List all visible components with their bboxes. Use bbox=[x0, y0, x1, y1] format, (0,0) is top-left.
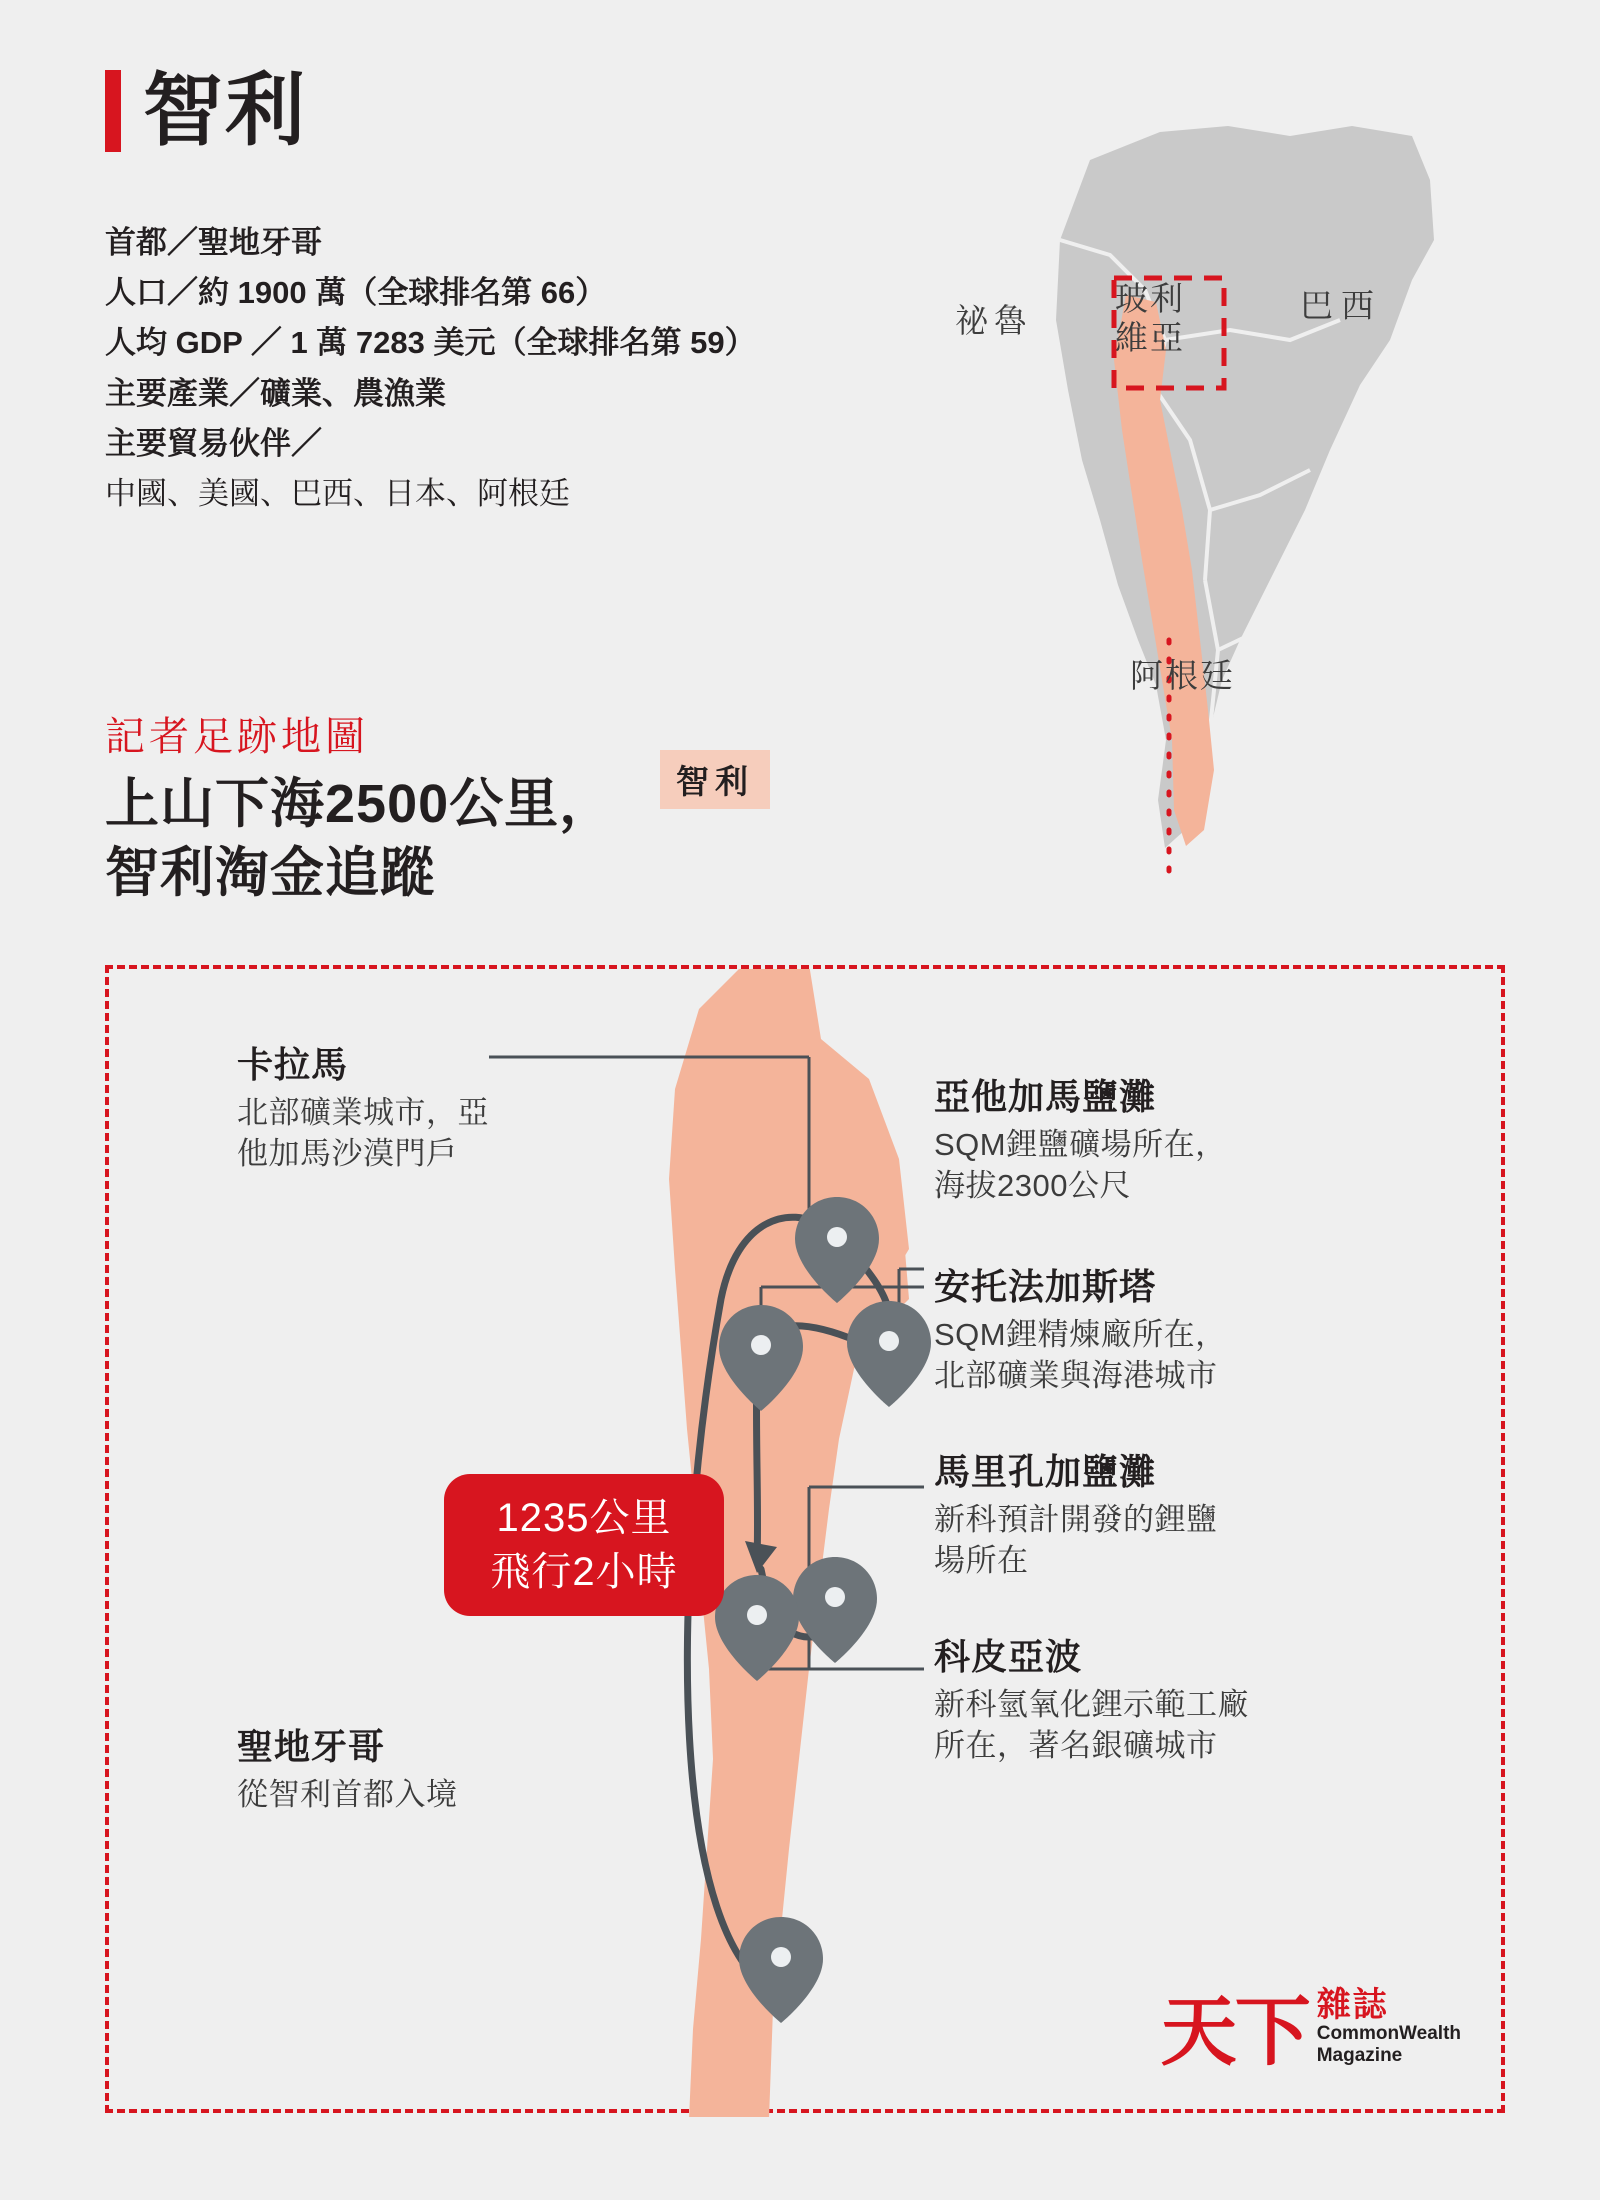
distance-badge-line1: 1235公里 bbox=[496, 1496, 672, 1540]
fact-trade-partners-value: 中國、美國、巴西、日本、阿根廷 bbox=[105, 476, 570, 512]
stop-maricunga-name: 馬里孔加鹽灘 bbox=[934, 1451, 1157, 1492]
stop-atacama-desc bbox=[934, 1125, 1394, 1207]
stop-santiago-name: 聖地牙哥 bbox=[237, 1726, 386, 1767]
stop-atacama-desc-line1: SQM鋰鹽礦場所在， bbox=[934, 1127, 1227, 1162]
stop-antofagasta-name: 安托法加斯塔 bbox=[934, 1266, 1157, 1307]
logo-english-line1: CommonWealth bbox=[1316, 2023, 1461, 2045]
stop-calama-desc-line2: 他加馬沙漠門戶 bbox=[237, 1135, 458, 1171]
stop-maricunga-desc-line2: 場所在 bbox=[934, 1542, 1029, 1578]
stop-calama bbox=[237, 1042, 567, 1175]
stop-maricunga-desc-line1: 新科預計開發的鋰鹽 bbox=[934, 1502, 1218, 1537]
section-kicker: 記者足跡地圖 bbox=[105, 715, 369, 759]
label-bolivia bbox=[1115, 280, 1185, 358]
fact-industry: 主要產業／礦業、農漁業 bbox=[105, 375, 446, 411]
section-title-line1: 上山下海2500公里， bbox=[105, 774, 615, 834]
stop-copiapo-desc bbox=[934, 1685, 1404, 1767]
stop-santiago-desc-line1: 從智利首都入境 bbox=[237, 1777, 458, 1812]
route-panel bbox=[105, 965, 1505, 2113]
stop-atacama bbox=[934, 1074, 1394, 1207]
fact-population: 人口／約 1900 萬（全球排名第 66） bbox=[105, 275, 607, 311]
stop-antofagasta-desc-line2: 北部礦業與海港城市 bbox=[934, 1357, 1218, 1393]
stop-atacama-desc-line2: 海拔2300公尺 bbox=[934, 1167, 1131, 1203]
section-title bbox=[105, 770, 614, 908]
map-pin-atacama bbox=[847, 1301, 931, 1407]
stop-maricunga bbox=[934, 1449, 1374, 1582]
stop-antofagasta-desc bbox=[934, 1315, 1394, 1397]
fact-gdp: 人均 GDP ／ 1 萬 7283 美元（全球排名第 59） bbox=[105, 325, 756, 361]
country-facts bbox=[105, 218, 1045, 519]
south-america-locator-map bbox=[676, 40, 1580, 880]
locator-map-svg bbox=[960, 40, 1580, 880]
stop-calama-name: 卡拉馬 bbox=[237, 1044, 349, 1085]
stop-antofagasta-desc-line1: SQM鋰精煉廠所在， bbox=[934, 1317, 1227, 1352]
label-peru: 祕魯 bbox=[955, 302, 1033, 339]
distance-badge bbox=[444, 1474, 724, 1616]
stop-calama-desc-line1: 北部礦業城市，亞 bbox=[237, 1095, 489, 1130]
page-title bbox=[105, 66, 307, 155]
stop-copiapo bbox=[934, 1634, 1404, 1767]
title-accent-bar bbox=[105, 70, 121, 152]
label-bolivia-line1: 玻利 bbox=[1115, 280, 1185, 317]
logo-english-line2: Magazine bbox=[1316, 2045, 1403, 2067]
stop-antofagasta bbox=[934, 1264, 1394, 1397]
stop-copiapo-name: 科皮亞波 bbox=[934, 1636, 1083, 1677]
country-name: 智利 bbox=[143, 66, 307, 155]
publisher-logo bbox=[1160, 1987, 1461, 2075]
stop-atacama-name: 亞他加馬鹽灘 bbox=[934, 1076, 1157, 1117]
fact-trade-partners-label: 主要貿易伙伴／ bbox=[105, 425, 322, 461]
stop-copiapo-desc-line2: 所在，著名銀礦城市 bbox=[934, 1727, 1218, 1763]
stop-santiago bbox=[237, 1724, 637, 1816]
stop-copiapo-desc-line1: 新科氫氧化鋰示範工廠 bbox=[934, 1687, 1249, 1722]
stop-maricunga-desc bbox=[934, 1500, 1374, 1582]
fact-capital: 首都／聖地牙哥 bbox=[105, 225, 322, 260]
logo-chinese-name: 天下 bbox=[1160, 1990, 1309, 2075]
distance-badge-line2: 飛行2小時 bbox=[490, 1550, 678, 1594]
label-argentina: 阿根廷 bbox=[1130, 657, 1235, 694]
stop-santiago-desc bbox=[237, 1775, 637, 1816]
logo-right-block bbox=[1317, 1989, 1461, 2067]
stop-calama-desc bbox=[237, 1093, 567, 1175]
label-bolivia-line2: 維亞 bbox=[1115, 318, 1185, 356]
section-title-line2: 智利淘金追蹤 bbox=[105, 843, 435, 904]
label-chile-tag: 智利 bbox=[660, 750, 770, 809]
logo-chinese-sub: 雜誌 bbox=[1316, 1987, 1389, 2025]
label-brazil: 巴西 bbox=[1300, 287, 1382, 324]
continent-shape bbox=[1056, 126, 1434, 848]
